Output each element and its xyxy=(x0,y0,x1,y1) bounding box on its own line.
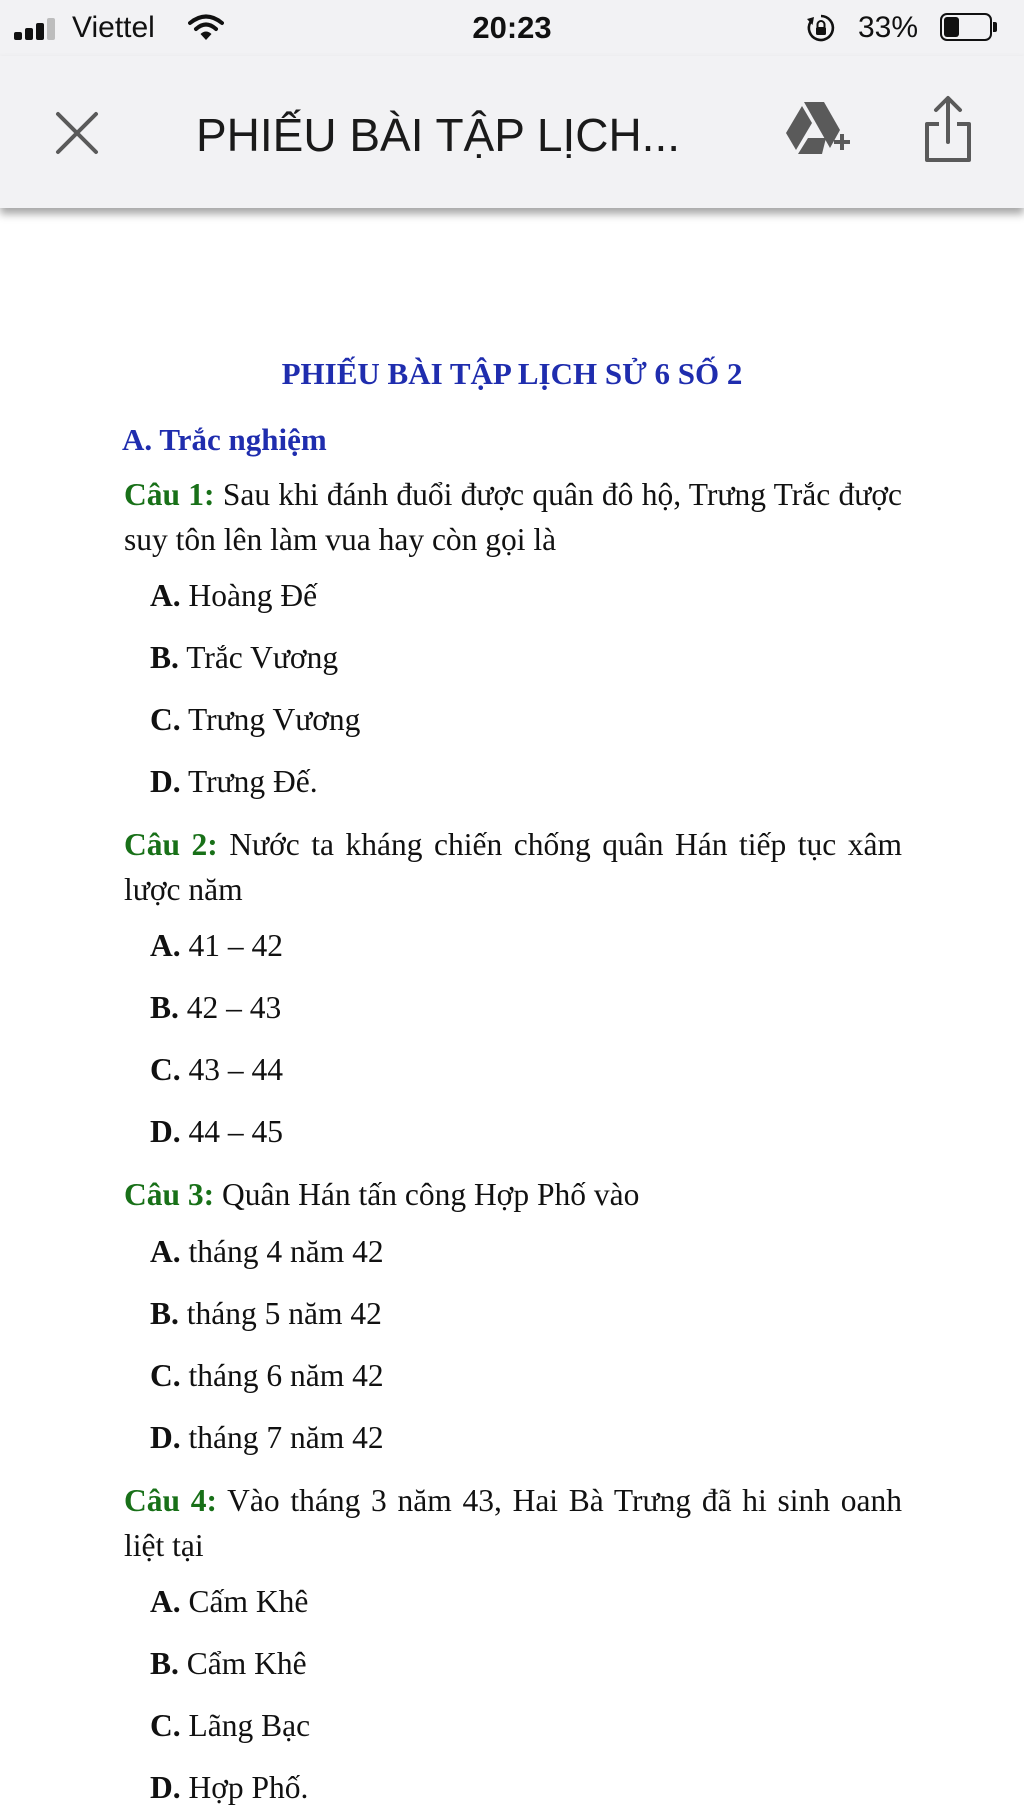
option-4a xyxy=(150,1582,308,1622)
question-label: Câu 3: xyxy=(124,1177,215,1212)
question-text: Vào tháng 3 năm 43, Hai Bà Trưng đã hi sinh oanh liệt tại xyxy=(124,1483,902,1563)
question-label: Câu 4: xyxy=(124,1483,217,1518)
option-letter: A. xyxy=(150,1584,181,1619)
option-3a xyxy=(150,1232,384,1272)
option-letter: D. xyxy=(150,1114,181,1149)
option-letter: B. xyxy=(150,640,179,675)
option-letter: B. xyxy=(150,1296,179,1331)
option-text: Lãng Bạc xyxy=(188,1708,311,1743)
battery-icon xyxy=(940,13,998,43)
option-text: tháng 6 năm 42 xyxy=(188,1358,384,1393)
option-3d xyxy=(150,1418,384,1458)
question-3 xyxy=(124,1172,902,1217)
option-3b xyxy=(150,1294,382,1334)
option-letter: D. xyxy=(150,764,181,799)
option-text: 43 – 44 xyxy=(188,1052,283,1087)
option-letter: C. xyxy=(150,702,181,737)
add-to-drive-icon[interactable] xyxy=(782,98,854,162)
status-bar xyxy=(0,0,1024,56)
option-letter: A. xyxy=(150,578,181,613)
question-text: Quân Hán tấn công Hợp Phố vào xyxy=(222,1177,640,1212)
document-title: PHIẾU BÀI TẬP LỊCH... xyxy=(196,109,681,161)
option-2b xyxy=(150,988,281,1028)
option-text: Cấm Khê xyxy=(188,1584,309,1619)
option-2a xyxy=(150,926,283,966)
option-1c xyxy=(150,700,360,740)
option-text: 44 – 45 xyxy=(188,1114,283,1149)
option-text: Trắc Vương xyxy=(186,640,339,675)
option-text: 41 – 42 xyxy=(188,928,283,963)
question-label: Câu 2: xyxy=(124,827,218,862)
option-letter: D. xyxy=(150,1420,181,1455)
section-heading: A. Trắc nghiệm xyxy=(122,422,327,457)
option-text: Hợp Phố. xyxy=(188,1770,309,1805)
option-letter: C. xyxy=(150,1358,181,1393)
option-text: tháng 4 năm 42 xyxy=(188,1234,384,1269)
question-1 xyxy=(124,472,902,562)
option-text: Trưng Đế. xyxy=(187,764,318,799)
share-icon[interactable] xyxy=(920,94,976,164)
battery-percent: 33% xyxy=(858,11,919,44)
page-title: PHIẾU BÀI TẬP LỊCH SỬ 6 SỐ 2 xyxy=(281,356,743,391)
option-letter: A. xyxy=(150,928,181,963)
option-4c xyxy=(150,1706,310,1746)
option-letter: C. xyxy=(150,1052,181,1087)
option-letter: B. xyxy=(150,990,179,1025)
option-letter: D. xyxy=(150,1770,181,1805)
option-1a xyxy=(150,576,317,616)
question-4 xyxy=(124,1478,902,1568)
option-4b xyxy=(150,1644,307,1684)
question-text: Sau khi đánh đuổi được quân đô hộ, Trưng Trắc được suy tôn lên làm vua hay còn gọi là xyxy=(124,477,902,557)
option-1d xyxy=(150,762,318,802)
option-text: Cẩm Khê xyxy=(186,1646,307,1681)
option-text: Trưng Vương xyxy=(187,702,361,737)
option-text: tháng 5 năm 42 xyxy=(186,1296,382,1331)
option-4d xyxy=(150,1768,308,1808)
document-page[interactable] xyxy=(0,208,1024,1820)
option-letter: C. xyxy=(150,1708,181,1743)
option-letter: B. xyxy=(150,1646,179,1681)
viewer-toolbar xyxy=(0,56,1024,208)
option-text: tháng 7 năm 42 xyxy=(188,1420,384,1455)
question-text: Nước ta kháng chiến chống quân Hán tiếp tục xâm lược năm xyxy=(124,827,903,907)
question-2 xyxy=(124,822,902,912)
option-1b xyxy=(150,638,338,678)
option-text: 42 – 43 xyxy=(186,990,282,1025)
option-2d xyxy=(150,1112,283,1152)
option-text: Hoàng Đế xyxy=(188,578,318,613)
status-time: 20:23 xyxy=(472,10,552,45)
option-3c xyxy=(150,1356,384,1396)
option-letter: A. xyxy=(150,1234,181,1269)
close-icon[interactable] xyxy=(50,106,104,160)
option-2c xyxy=(150,1050,283,1090)
carrier-name: Viettel xyxy=(72,11,155,44)
rotation-lock-icon xyxy=(806,13,836,43)
question-label: Câu 1: xyxy=(124,477,215,512)
